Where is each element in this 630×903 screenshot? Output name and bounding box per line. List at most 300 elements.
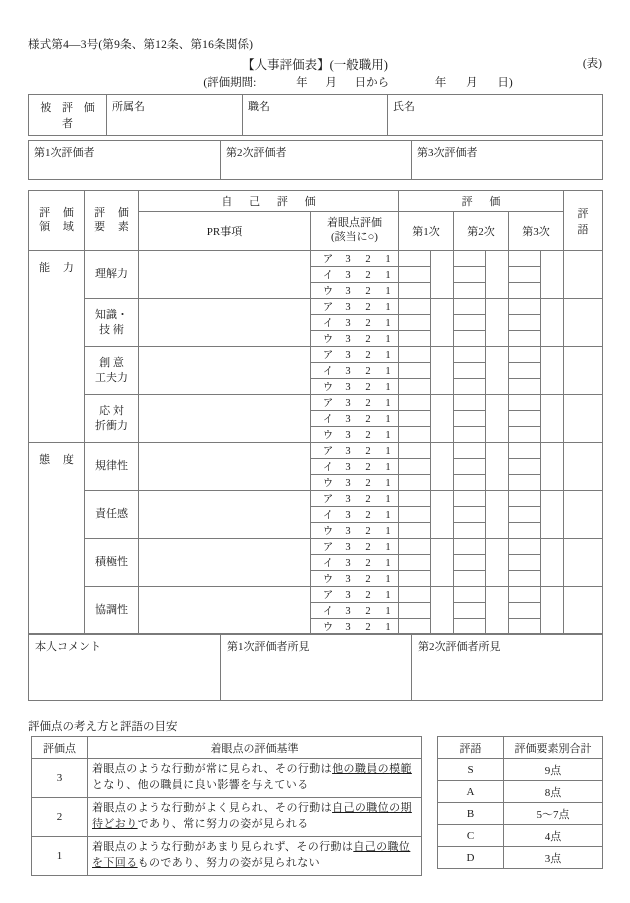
stage-second-total-cell[interactable] [486, 539, 509, 587]
focus-score-option[interactable]: 2 [365, 334, 371, 345]
evaluation-element-cell [85, 491, 139, 539]
focus-point-cell[interactable] [311, 587, 399, 603]
focus-score-option[interactable]: 1 [385, 398, 391, 409]
table-row [32, 837, 422, 876]
stage-first-score-cell[interactable] [399, 443, 431, 459]
stage-third-total-cell[interactable] [541, 251, 564, 299]
name-label: 氏名 [393, 101, 415, 113]
focus-score-option[interactable]: 3 [345, 446, 351, 457]
stage-second-total-cell[interactable] [486, 395, 509, 443]
table-row [32, 759, 422, 798]
focus-score-option[interactable]: 1 [385, 478, 391, 489]
stage-third-score-cell[interactable] [509, 331, 541, 347]
table-row [29, 491, 603, 507]
focus-score-option[interactable]: 1 [385, 414, 391, 425]
focus-score-option[interactable]: 3 [345, 414, 351, 425]
focus-point-kana: ア [322, 446, 334, 457]
grade-result-cell[interactable] [564, 587, 603, 635]
grade-total-points: 9点 [504, 759, 603, 781]
focus-score-option[interactable]: 2 [365, 622, 371, 633]
evaluation-element-cell [85, 347, 139, 395]
col-header-self-evaluation [139, 191, 399, 212]
stage-second-score-cell[interactable] [454, 427, 486, 443]
stage-first-score-cell[interactable] [399, 507, 431, 523]
focus-score-option[interactable]: 2 [365, 606, 371, 617]
second-opinion-field[interactable] [412, 634, 603, 701]
focus-point-cell[interactable] [311, 395, 399, 411]
evaluation-element-label: 規律性 [95, 460, 128, 473]
focus-score-option[interactable]: 1 [385, 494, 391, 505]
focus-point-cell[interactable] [311, 363, 399, 379]
stage-third-score-cell[interactable] [509, 267, 541, 283]
focus-point-kana: イ [322, 366, 334, 377]
focus-score-option[interactable]: 1 [385, 542, 391, 553]
focus-score-option[interactable]: 3 [345, 622, 351, 633]
focus-score-option[interactable]: 2 [365, 350, 371, 361]
stage-first-total-cell[interactable] [431, 299, 454, 347]
focus-score-option[interactable]: 3 [345, 350, 351, 361]
criteria-point-value: 2 [32, 798, 88, 837]
stage-second-total-cell[interactable] [486, 251, 509, 299]
focus-score-option[interactable]: 2 [365, 446, 371, 457]
stage-first-score-cell[interactable] [399, 347, 431, 363]
period-month-from: 月 [325, 77, 337, 89]
stage-third-total-cell[interactable] [541, 395, 564, 443]
stage-third-total-cell[interactable] [541, 587, 564, 635]
col-header-area-line1: 評 価 [39, 206, 79, 219]
name-field[interactable] [388, 95, 603, 136]
pr-input-cell[interactable] [139, 347, 311, 395]
stage-third-score-cell[interactable] [509, 571, 541, 587]
focus-score-option[interactable]: 2 [365, 558, 371, 569]
focus-score-option[interactable]: 1 [385, 446, 391, 457]
focus-point-cell[interactable] [311, 427, 399, 443]
focus-point-kana: ウ [322, 574, 334, 585]
table-header-row [32, 737, 422, 759]
evaluation-element-label-line2: 工夫力 [95, 371, 128, 384]
evaluation-element-label: 理解力 [95, 268, 128, 281]
focus-score-option[interactable]: 2 [365, 526, 371, 537]
focus-score-option[interactable]: 1 [385, 510, 391, 521]
focus-score-option[interactable]: 1 [385, 606, 391, 617]
focus-point-kana: ア [322, 542, 334, 553]
focus-score-option[interactable]: 1 [385, 622, 391, 633]
stage-first-score-cell[interactable] [399, 283, 431, 299]
self-comment-field[interactable] [29, 634, 221, 701]
stage-third-score-cell[interactable] [509, 587, 541, 603]
focus-score-option[interactable]: 2 [365, 382, 371, 393]
evaluation-area-label: 能 力 [39, 262, 79, 274]
stage-first-score-cell[interactable] [399, 267, 431, 283]
stage-third-score-cell[interactable] [509, 475, 541, 491]
grade-result-cell[interactable] [564, 251, 603, 299]
pr-input-cell[interactable] [139, 395, 311, 443]
stage-first-total-cell[interactable] [431, 539, 454, 587]
stage-second-score-cell[interactable] [454, 571, 486, 587]
pr-input-cell[interactable] [139, 299, 311, 347]
grade-result-cell[interactable] [564, 539, 603, 587]
col-header-second [454, 212, 509, 251]
focus-point-kana: ア [322, 350, 334, 361]
focus-point-cell[interactable] [311, 267, 399, 283]
position-field[interactable] [243, 95, 388, 136]
focus-score-option[interactable]: 3 [345, 270, 351, 281]
evaluation-table [28, 190, 603, 635]
stage-second-score-cell[interactable] [454, 395, 486, 411]
evaluation-element-label: 創 意 [99, 357, 124, 370]
focus-point-kana: ウ [322, 526, 334, 537]
stage-third-score-cell[interactable] [509, 459, 541, 475]
stage-third-score-cell[interactable] [509, 491, 541, 507]
stage-first-score-cell[interactable] [399, 523, 431, 539]
pr-input-cell[interactable] [139, 539, 311, 587]
table-row [29, 347, 603, 363]
col-header-focus [311, 212, 399, 251]
stage-first-score-cell[interactable] [399, 491, 431, 507]
stage-third-total-cell[interactable] [541, 443, 564, 491]
focus-score-option[interactable]: 1 [385, 462, 391, 473]
evaluation-area-cell [29, 251, 85, 443]
stage-second-total-cell[interactable] [486, 443, 509, 491]
stage-third-score-cell[interactable] [509, 395, 541, 411]
criteria-text-emphasis2: 模範 [389, 763, 412, 776]
focus-score-option[interactable]: 3 [345, 254, 351, 265]
focus-score-option[interactable]: 2 [365, 542, 371, 553]
pr-input-cell[interactable] [139, 251, 311, 299]
criteria-text-emphasis1: 他の職員の [332, 763, 390, 776]
stage-second-score-cell[interactable] [454, 443, 486, 459]
evaluation-element-label-line2: 折衝力 [95, 419, 128, 432]
col-header-third-text: 第3次 [522, 226, 550, 238]
table-row [29, 95, 603, 136]
evaluatee-table [28, 94, 603, 136]
criteria-description [88, 798, 422, 837]
grade-result-cell[interactable] [564, 299, 603, 347]
col-header-second-text: 第2次 [467, 226, 495, 238]
focus-score-option[interactable]: 1 [385, 254, 391, 265]
focus-point-cell[interactable] [311, 571, 399, 587]
stage-second-score-cell[interactable] [454, 491, 486, 507]
stage-second-score-cell[interactable] [454, 523, 486, 539]
third-evaluator-label: 第3次評価者 [417, 147, 478, 159]
focus-score-option[interactable]: 3 [345, 398, 351, 409]
focus-score-option[interactable]: 1 [385, 558, 391, 569]
evaluation-element-label: 責任感 [95, 508, 128, 521]
stage-second-score-cell[interactable] [454, 251, 486, 267]
third-evaluator-field[interactable] [412, 141, 603, 180]
stage-second-total-cell[interactable] [486, 491, 509, 539]
focus-score-option[interactable]: 1 [385, 334, 391, 345]
stage-second-score-cell[interactable] [454, 603, 486, 619]
focus-score-option[interactable]: 3 [345, 510, 351, 521]
focus-point-cell[interactable] [311, 347, 399, 363]
stage-third-total-cell[interactable] [541, 491, 564, 539]
stage-first-score-cell[interactable] [399, 555, 431, 571]
stage-second-score-cell[interactable] [454, 539, 486, 555]
grade-result-cell[interactable] [564, 443, 603, 491]
col-header-area [29, 191, 85, 251]
focus-point-cell[interactable] [311, 523, 399, 539]
focus-score-option[interactable]: 2 [365, 366, 371, 377]
stage-second-score-cell[interactable] [454, 267, 486, 283]
focus-score-option[interactable]: 3 [345, 606, 351, 617]
first-evaluator-field[interactable] [29, 141, 221, 180]
criteria-table [31, 736, 422, 876]
criteria-description [88, 837, 422, 876]
stage-second-score-cell[interactable] [454, 363, 486, 379]
criteria-point-value: 1 [32, 837, 88, 876]
focus-score-option[interactable]: 3 [345, 382, 351, 393]
criteria-text-emphasis2: 職位を下回る [92, 841, 411, 869]
stage-first-score-cell[interactable] [399, 539, 431, 555]
focus-point-cell[interactable] [311, 331, 399, 347]
focus-score-option[interactable]: 3 [345, 366, 351, 377]
focus-score-option[interactable]: 2 [365, 270, 371, 281]
focus-score-option[interactable]: 3 [345, 590, 351, 601]
focus-score-option[interactable]: 2 [365, 590, 371, 601]
col-header-pr-text: PR事項 [206, 226, 243, 238]
focus-point-kana: イ [322, 318, 334, 329]
stage-first-score-cell[interactable] [399, 299, 431, 315]
stage-first-total-cell[interactable] [431, 491, 454, 539]
stage-third-score-cell[interactable] [509, 363, 541, 379]
stage-second-total-cell[interactable] [486, 299, 509, 347]
grade-total-points: 4点 [504, 825, 603, 847]
table-row [29, 299, 603, 315]
focus-score-option[interactable]: 3 [345, 574, 351, 585]
second-evaluator-label: 第2次評価者 [226, 147, 287, 159]
focus-score-option[interactable]: 2 [365, 478, 371, 489]
stage-third-score-cell[interactable] [509, 555, 541, 571]
focus-score-option[interactable]: 1 [385, 286, 391, 297]
stage-second-score-cell[interactable] [454, 411, 486, 427]
focus-point-cell[interactable] [311, 443, 399, 459]
stage-second-score-cell[interactable] [454, 379, 486, 395]
stage-first-score-cell[interactable] [399, 379, 431, 395]
stage-second-total-cell[interactable] [486, 587, 509, 635]
stage-first-total-cell[interactable] [431, 443, 454, 491]
pr-input-cell[interactable] [139, 443, 311, 491]
focus-score-option[interactable]: 3 [345, 526, 351, 537]
focus-score-option[interactable]: 3 [345, 494, 351, 505]
focus-score-option[interactable]: 3 [345, 430, 351, 441]
stage-first-score-cell[interactable] [399, 315, 431, 331]
stage-first-total-cell[interactable] [431, 395, 454, 443]
stage-third-score-cell[interactable] [509, 411, 541, 427]
stage-third-score-cell[interactable] [509, 251, 541, 267]
focus-point-cell[interactable] [311, 475, 399, 491]
stage-second-score-cell[interactable] [454, 299, 486, 315]
focus-score-option[interactable]: 3 [345, 478, 351, 489]
grade-result-cell[interactable] [564, 395, 603, 443]
stage-second-score-cell[interactable] [454, 507, 486, 523]
stage-first-score-cell[interactable] [399, 411, 431, 427]
stage-first-total-cell[interactable] [431, 347, 454, 395]
first-opinion-field[interactable] [221, 634, 412, 701]
table-row [29, 443, 603, 459]
focus-score-option[interactable]: 2 [365, 430, 371, 441]
focus-point-cell[interactable] [311, 315, 399, 331]
col-header-self-evaluation-text: 自 己 評 価 [221, 196, 323, 208]
stage-first-score-cell[interactable] [399, 427, 431, 443]
stage-third-score-cell[interactable] [509, 443, 541, 459]
criteria-section-title: 評価点の考え方と評語の目安 [28, 721, 178, 733]
col-header-first [399, 212, 454, 251]
stage-first-score-cell[interactable] [399, 363, 431, 379]
grade-letter: D [438, 847, 504, 869]
focus-score-option[interactable]: 2 [365, 254, 371, 265]
stage-first-score-cell[interactable] [399, 475, 431, 491]
focus-point-kana: ウ [322, 430, 334, 441]
stage-second-score-cell[interactable] [454, 459, 486, 475]
criteria-point-value: 3 [32, 759, 88, 798]
stage-second-score-cell[interactable] [454, 331, 486, 347]
grade-letter: A [438, 781, 504, 803]
stage-second-score-cell[interactable] [454, 475, 486, 491]
stage-third-total-cell[interactable] [541, 299, 564, 347]
table-row [438, 825, 603, 847]
grade-letter: C [438, 825, 504, 847]
stage-third-total-cell[interactable] [541, 347, 564, 395]
table-row [29, 587, 603, 603]
pr-input-cell[interactable] [139, 491, 311, 539]
col-header-pr [139, 212, 311, 251]
focus-score-option[interactable]: 3 [345, 558, 351, 569]
period-year-from: 年 [296, 77, 308, 89]
focus-score-option[interactable]: 2 [365, 494, 371, 505]
stage-first-score-cell[interactable] [399, 459, 431, 475]
criteria-text-part1: 着眼点のような行動があまり見られず、その行動は [92, 841, 354, 854]
focus-point-cell[interactable] [311, 459, 399, 475]
col-header-element-line1: 評 価 [94, 206, 134, 219]
focus-score-option[interactable]: 1 [385, 302, 391, 313]
stage-third-score-cell[interactable] [509, 299, 541, 315]
grade-result-cell[interactable] [564, 491, 603, 539]
department-label: 所属名 [112, 101, 145, 113]
stage-first-score-cell[interactable] [399, 571, 431, 587]
evaluation-period-line [28, 74, 602, 90]
department-field[interactable] [107, 95, 243, 136]
stage-third-score-cell[interactable] [509, 507, 541, 523]
document-title-text: 【人事評価表】(一般職用) [242, 58, 388, 72]
focus-score-option[interactable]: 1 [385, 318, 391, 329]
focus-score-option[interactable]: 3 [345, 334, 351, 345]
table-row [29, 395, 603, 411]
focus-point-cell[interactable] [311, 539, 399, 555]
grade-letter: B [438, 803, 504, 825]
focus-score-option[interactable]: 2 [365, 414, 371, 425]
stage-second-total-cell[interactable] [486, 347, 509, 395]
stage-third-score-cell[interactable] [509, 539, 541, 555]
stage-first-score-cell[interactable] [399, 603, 431, 619]
stage-third-score-cell[interactable] [509, 523, 541, 539]
period-day-to: 日) [497, 77, 513, 89]
focus-point-cell[interactable] [311, 379, 399, 395]
table-row [29, 539, 603, 555]
evaluation-element-label: 協調性 [95, 604, 128, 617]
focus-score-option[interactable]: 3 [345, 462, 351, 473]
focus-point-cell[interactable] [311, 507, 399, 523]
stage-second-score-cell[interactable] [454, 283, 486, 299]
stage-first-score-cell[interactable] [399, 395, 431, 411]
focus-score-option[interactable]: 1 [385, 574, 391, 585]
focus-score-option[interactable]: 2 [365, 462, 371, 473]
stage-second-score-cell[interactable] [454, 587, 486, 603]
evaluatee-label [29, 95, 107, 136]
focus-score-option[interactable]: 1 [385, 350, 391, 361]
table-row [438, 781, 603, 803]
evaluation-element-cell [85, 539, 139, 587]
stage-third-score-cell[interactable] [509, 315, 541, 331]
col-header-third [509, 212, 564, 251]
stage-first-score-cell[interactable] [399, 331, 431, 347]
col-header-evaluation [399, 191, 564, 212]
stage-first-score-cell[interactable] [399, 587, 431, 603]
focus-score-option[interactable]: 1 [385, 526, 391, 537]
focus-score-option[interactable]: 2 [365, 574, 371, 585]
second-evaluator-field[interactable] [221, 141, 412, 180]
focus-point-kana: ウ [322, 478, 334, 489]
grade-header-label: 評語 [438, 737, 504, 759]
stage-third-score-cell[interactable] [509, 379, 541, 395]
focus-point-cell[interactable] [311, 491, 399, 507]
stage-first-total-cell[interactable] [431, 587, 454, 635]
period-month-to: 月 [466, 77, 478, 89]
focus-score-option[interactable]: 2 [365, 398, 371, 409]
focus-point-kana: イ [322, 606, 334, 617]
focus-point-kana: ウ [322, 334, 334, 345]
stage-first-total-cell[interactable] [431, 251, 454, 299]
focus-point-cell[interactable] [311, 299, 399, 315]
stage-second-score-cell[interactable] [454, 315, 486, 331]
evaluation-element-cell [85, 587, 139, 635]
stage-third-score-cell[interactable] [509, 603, 541, 619]
focus-score-option[interactable]: 3 [345, 318, 351, 329]
stage-second-score-cell[interactable] [454, 347, 486, 363]
focus-score-option[interactable]: 2 [365, 302, 371, 313]
focus-score-option[interactable]: 3 [345, 286, 351, 297]
criteria-text-part2: ものであり、努力の姿が見られない [137, 857, 321, 869]
focus-point-cell[interactable] [311, 411, 399, 427]
focus-point-cell[interactable] [311, 283, 399, 299]
focus-score-option[interactable]: 3 [345, 302, 351, 313]
focus-score-option[interactable]: 3 [345, 542, 351, 553]
focus-score-option[interactable]: 2 [365, 510, 371, 521]
stage-third-total-cell[interactable] [541, 539, 564, 587]
grade-result-cell[interactable] [564, 347, 603, 395]
focus-score-option[interactable]: 1 [385, 366, 391, 377]
stage-third-score-cell[interactable] [509, 347, 541, 363]
col-header-grade [564, 191, 603, 251]
focus-point-cell[interactable] [311, 251, 399, 267]
focus-score-option[interactable]: 2 [365, 286, 371, 297]
focus-score-option[interactable]: 1 [385, 382, 391, 393]
focus-score-option[interactable]: 1 [385, 430, 391, 441]
col-header-element-line2: 要 素 [94, 220, 134, 233]
stage-second-score-cell[interactable] [454, 555, 486, 571]
focus-point-cell[interactable] [311, 603, 399, 619]
focus-score-option[interactable]: 1 [385, 270, 391, 281]
focus-point-cell[interactable] [311, 555, 399, 571]
stage-first-score-cell[interactable] [399, 251, 431, 267]
focus-point-kana: イ [322, 462, 334, 473]
stage-third-score-cell[interactable] [509, 427, 541, 443]
criteria-text-emphasis1: 自己の職位 [332, 802, 390, 815]
focus-score-option[interactable]: 1 [385, 590, 391, 601]
stage-third-score-cell[interactable] [509, 283, 541, 299]
pr-input-cell[interactable] [139, 587, 311, 635]
focus-score-option[interactable]: 2 [365, 318, 371, 329]
